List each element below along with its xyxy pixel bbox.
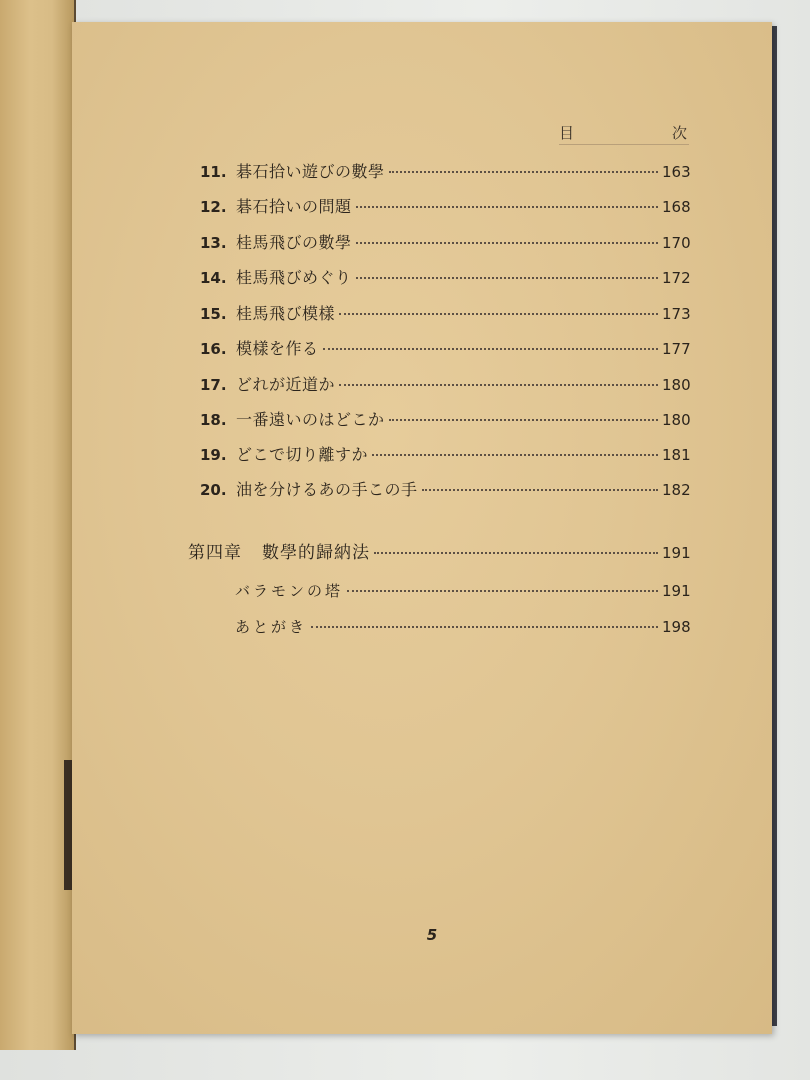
page-number: 5 — [426, 926, 438, 944]
entry-title: 碁石拾い遊びの數學 — [236, 162, 385, 181]
entry-page: 172 — [662, 269, 691, 287]
entry-page: 177 — [662, 340, 691, 358]
toc-entry — [200, 372, 690, 396]
toc-entry — [200, 477, 690, 501]
entry-page: 182 — [662, 481, 691, 499]
toc-header-right: 次 — [671, 124, 689, 142]
entry-page: 173 — [662, 305, 691, 323]
leader-dots — [347, 590, 658, 592]
subentry-page: 191 — [662, 582, 691, 600]
leader-dots — [374, 552, 658, 554]
leader-dots — [389, 419, 658, 421]
subentry-title: あとがき — [235, 618, 308, 636]
entry-page: 180 — [662, 376, 691, 394]
subentry-page: 198 — [662, 618, 691, 636]
entry-title: どれが近道か — [236, 375, 336, 394]
entry-number: 14. — [200, 269, 227, 287]
toc-entry — [200, 194, 690, 218]
toc-header — [559, 122, 689, 145]
entry-title: 桂馬飛び模樣 — [236, 304, 336, 323]
entry-number: 19. — [200, 446, 227, 464]
entry-title: 碁石拾いの問題 — [236, 197, 352, 216]
chapter-heading — [188, 538, 690, 564]
entry-page: 170 — [662, 234, 691, 252]
toc-entry — [200, 336, 690, 360]
leader-dots — [356, 206, 658, 208]
entry-title: 一番遠いのはどこか — [236, 410, 385, 429]
leader-dots — [339, 313, 658, 315]
entry-number: 15. — [200, 305, 227, 323]
book-page — [72, 22, 772, 1034]
chapter-label: 第四章 — [188, 543, 242, 563]
toc-entry — [200, 442, 690, 466]
entry-number: 20. — [200, 481, 227, 499]
toc-entry — [200, 407, 690, 431]
book-spine — [0, 0, 76, 1050]
toc-header-left: 目 — [559, 124, 577, 142]
leader-dots — [356, 242, 658, 244]
cover-edge — [772, 26, 777, 1026]
entry-number: 13. — [200, 234, 227, 252]
toc-entry — [200, 301, 690, 325]
entry-number: 16. — [200, 340, 227, 358]
chapter-title: 數學的歸納法 — [262, 543, 370, 563]
leader-dots — [389, 171, 658, 173]
entry-title: 模樣を作る — [236, 339, 319, 358]
leader-dots — [422, 489, 658, 491]
entry-title: 桂馬飛びの數學 — [236, 233, 352, 252]
entry-number: 17. — [200, 376, 227, 394]
leader-dots — [372, 454, 658, 456]
toc-entry — [200, 265, 690, 289]
leader-dots — [339, 384, 658, 386]
entry-number: 11. — [200, 163, 227, 181]
leader-dots — [311, 626, 658, 628]
entry-number: 18. — [200, 411, 227, 429]
entry-title: どこで切り離すか — [236, 445, 369, 464]
subentry-title: バラモンの塔 — [235, 582, 344, 600]
entry-page: 181 — [662, 446, 691, 464]
toc-entry — [200, 159, 690, 183]
toc-subentry — [235, 580, 690, 604]
entry-title: 桂馬飛びめぐり — [236, 268, 352, 287]
chapter-page: 191 — [662, 544, 691, 562]
entry-title: 油を分けるあの手この手 — [236, 480, 418, 499]
toc-subentry — [235, 616, 690, 640]
entry-number: 12. — [200, 198, 227, 216]
entry-page: 180 — [662, 411, 691, 429]
entry-page: 168 — [662, 198, 691, 216]
leader-dots — [323, 348, 658, 350]
leader-dots — [356, 277, 658, 279]
toc-entry — [200, 230, 690, 254]
entry-page: 163 — [662, 163, 691, 181]
